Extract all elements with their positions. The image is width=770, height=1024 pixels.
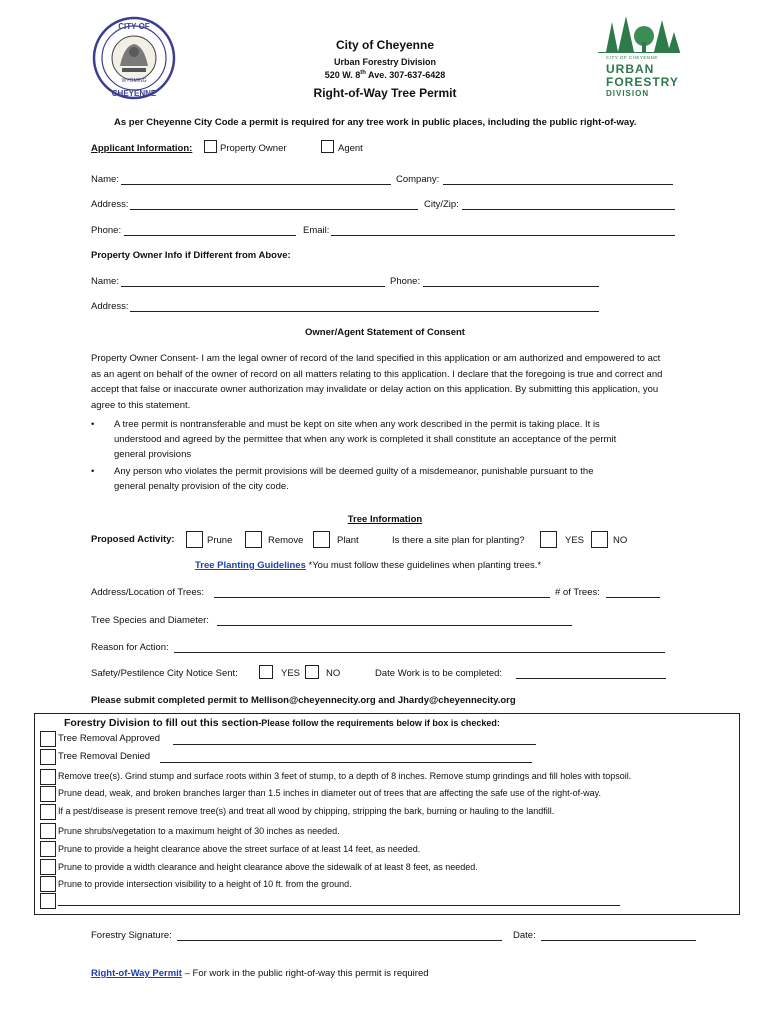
location-field[interactable]	[214, 597, 550, 598]
prune-label: Prune	[207, 535, 233, 546]
species-field[interactable]	[217, 625, 572, 626]
logo-urban: URBAN	[606, 62, 655, 76]
address-prefix: 520 W. 8	[324, 70, 361, 80]
address-field[interactable]	[130, 209, 418, 210]
guidelines-note: *You must follow these guidelines when planting trees.*	[305, 560, 542, 571]
prune-checkbox[interactable]	[186, 531, 203, 548]
submit-note: Please submit completed permit to Mellison@cheyennecity.org and Jhardy@cheyennecity.org	[91, 695, 516, 706]
species-label: Tree Species and Diameter:	[91, 615, 209, 626]
plant-label: Plant	[337, 535, 359, 546]
name-label: Name:	[91, 174, 119, 185]
remove-stump-checkbox[interactable]	[40, 769, 56, 785]
property-owner-label: Property Owner	[220, 143, 287, 154]
division-name: Urban Forestry Division	[333, 57, 437, 67]
intro-statement: As per Cheyenne City Code a permit is required for any tree work in public places, including the public right-of-way.	[114, 117, 637, 128]
tree-info-heading: Tree Information	[347, 514, 423, 525]
site-plan-yes-label: YES	[565, 535, 585, 546]
email-label: Email:	[303, 225, 330, 236]
permit-title: Right-of-Way Tree Permit	[313, 86, 457, 100]
tree-planting-guidelines-link[interactable]: Tree Planting Guidelines	[195, 560, 306, 571]
forestry-item-prune-dead: Prune dead, weak, and broken branches larger than 1.5 inches in diameter out of trees that are affecting the safe use of the right-of-way.	[58, 788, 601, 798]
footer-text: – For work in the public right-of-way this permit is required	[181, 968, 429, 979]
signature-date-label: Date:	[513, 930, 536, 941]
proposed-activity-label: Proposed Activity:	[91, 534, 175, 545]
city-title: City of Cheyenne	[335, 38, 434, 52]
company-label: Company:	[396, 174, 440, 185]
logo-division: DIVISION	[606, 89, 650, 98]
city-seal	[92, 16, 176, 100]
denied-line[interactable]	[160, 762, 532, 763]
bullet-text: Any person who violates the permit provisions will be deemed guilty of a misdemeanor, punishable pursuant to the general penalty provision of the city code.	[114, 466, 594, 492]
owner-phone-field[interactable]	[423, 286, 599, 287]
approved-checkbox[interactable]	[40, 731, 56, 747]
consent-heading: Owner/Agent Statement of Consent	[305, 327, 465, 338]
forestry-item-height-clearance: Prune to provide a height clearance above the street surface of at least 14 feet, as needed.	[58, 844, 421, 854]
bullet-text: A tree permit is nontransferable and must be kept on site when any work described in the permit is taking place. It is understood and agreed by the permittee that when any work is completed it shall constitute an acceptance of the permit general provisions	[114, 419, 617, 460]
forestry-item-shrubs: Prune shrubs/vegetation to a maximum height of 30 inches as needed.	[58, 826, 340, 836]
forestry-signature-field[interactable]	[177, 940, 502, 941]
safety-label: Safety/Pestilence City Notice Sent:	[91, 668, 238, 679]
safety-no-checkbox[interactable]	[305, 665, 319, 679]
guidelines-row	[195, 560, 541, 571]
prune-dead-checkbox[interactable]	[40, 786, 56, 802]
denied-checkbox[interactable]	[40, 749, 56, 765]
division-address	[285, 70, 485, 80]
forestry-heading-bold: Forestry Division to fill out this section	[64, 717, 259, 729]
address-suffix: Ave. 307-637-6428	[365, 70, 446, 80]
address-label: Address:	[91, 199, 129, 210]
date-completed-field[interactable]	[516, 678, 666, 679]
site-plan-yes-checkbox[interactable]	[540, 531, 557, 548]
reason-label: Reason for Action:	[91, 642, 169, 653]
owner-name-field[interactable]	[121, 286, 385, 287]
footer-note	[91, 968, 429, 979]
bullet-dot: •	[91, 466, 95, 477]
trees-icon	[598, 14, 680, 54]
site-plan-no-label: NO	[613, 535, 628, 546]
shrubs-checkbox[interactable]	[40, 823, 56, 839]
height-clearance-checkbox[interactable]	[40, 841, 56, 857]
pest-checkbox[interactable]	[40, 804, 56, 820]
num-trees-field[interactable]	[606, 597, 660, 598]
owner-name-label: Name:	[91, 276, 119, 287]
urban-forestry-logo	[598, 14, 680, 106]
agent-label: Agent	[338, 143, 363, 154]
phone-label: Phone:	[91, 225, 122, 236]
consent-bullet-1	[91, 417, 631, 462]
signature-date-field[interactable]	[541, 940, 696, 941]
remove-checkbox[interactable]	[245, 531, 262, 548]
logo-forestry: FORESTRY	[606, 75, 679, 89]
agent-checkbox[interactable]	[321, 140, 334, 153]
owner-address-field[interactable]	[130, 311, 599, 312]
cityzip-label: City/Zip:	[424, 199, 459, 210]
other-checkbox[interactable]	[40, 893, 56, 909]
property-owner-checkbox[interactable]	[204, 140, 217, 153]
approved-line[interactable]	[173, 744, 536, 745]
seal-top-text: CITY OF	[118, 22, 150, 31]
owner-info-heading: Property Owner Info if Different from Above:	[91, 250, 291, 261]
logo-small-text: CITY OF CHEYENNE	[606, 55, 658, 60]
site-plan-no-checkbox[interactable]	[591, 531, 608, 548]
owner-phone-label: Phone:	[390, 276, 421, 287]
forestry-heading-rest: -Please follow the requirements below if box is checked:	[258, 718, 500, 728]
right-of-way-permit-link[interactable]: Right-of-Way Permit	[91, 968, 182, 979]
forestry-item-sidewalk-clearance: Prune to provide a width clearance and height clearance above the sidewalk of at least 8 feet, as needed.	[58, 862, 478, 872]
safety-no-label: NO	[326, 668, 341, 679]
company-field[interactable]	[443, 184, 673, 185]
address-sup: th	[360, 70, 366, 76]
forestry-item-pest: If a pest/disease is present remove tree(s) and treat all wood by chipping, stripping the bark, burning or hauling to the landfill.	[58, 806, 555, 816]
name-field[interactable]	[121, 184, 391, 185]
seal-bottom-text: CHEYENNE	[111, 89, 157, 98]
num-trees-label: # of Trees:	[555, 587, 600, 598]
forestry-heading	[64, 717, 500, 729]
bullet-dot: •	[91, 419, 95, 430]
forestry-signature-label: Forestry Signature:	[91, 930, 172, 941]
location-label: Address/Location of Trees:	[91, 587, 205, 598]
reason-field[interactable]	[174, 652, 665, 653]
forestry-item-approved: Tree Removal Approved	[58, 733, 161, 744]
remove-label: Remove	[268, 535, 304, 546]
phone-field[interactable]	[124, 235, 296, 236]
forestry-item-intersection: Prune to provide intersection visibility to a height of 10 ft. from the ground.	[58, 879, 352, 889]
owner-address-label: Address:	[91, 301, 129, 312]
intersection-checkbox[interactable]	[40, 876, 56, 892]
seal-inner-text: WYOMING	[121, 78, 147, 84]
forestry-item-remove-stump: Remove tree(s). Grind stump and surface roots within 3 feet of stump, to a depth of 8 inches. Remove stump grindings and fill holes with topsoil.	[58, 771, 632, 781]
cityzip-field[interactable]	[462, 209, 675, 210]
forestry-item-denied: Tree Removal Denied	[58, 751, 151, 762]
safety-yes-checkbox[interactable]	[259, 665, 273, 679]
applicant-heading: Applicant Information:	[91, 143, 193, 154]
sidewalk-clearance-checkbox[interactable]	[40, 859, 56, 875]
date-completed-label: Date Work is to be completed:	[375, 668, 503, 679]
site-plan-question: Is there a site plan for planting?	[392, 535, 525, 546]
email-field[interactable]	[331, 235, 675, 236]
other-line[interactable]	[58, 905, 620, 906]
safety-yes-label: YES	[281, 668, 301, 679]
plant-checkbox[interactable]	[313, 531, 330, 548]
consent-bullet-2	[91, 464, 631, 494]
consent-paragraph: Property Owner Consent- I am the legal owner of record of the land specified in this application or am authorized and empowered to act as an agent on behalf of the owner of record on all matters relating to this application. I declare that the foregoing is true and correct and accept that false or inaccurate owner authorization may invalidate or delay action on this application. By submitting this application, you agree to this statement.	[91, 353, 663, 411]
